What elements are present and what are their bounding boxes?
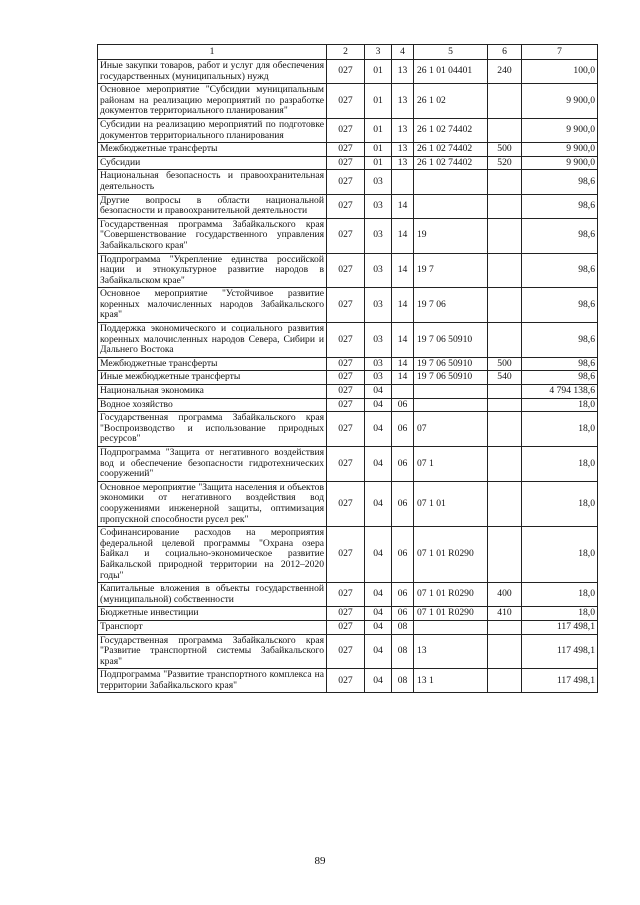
row-section-code: 03	[365, 253, 392, 288]
row-name: Государственная программа Забайкальского края "Совершенствование государственного управления Забайкальского края"	[98, 218, 327, 253]
row-subsection-code: 06	[392, 398, 414, 412]
row-name: Подпрограмма "Развитие транспортного комплекса на территории Забайкальского края"	[98, 669, 327, 693]
row-target-code	[414, 170, 488, 194]
row-ved-code: 027	[327, 527, 365, 583]
row-name: Иные закупки товаров, работ и услуг для обеспечения государственных (муниципальных) нужд	[98, 60, 327, 84]
row-expense-type-code	[488, 620, 522, 634]
header-col-7: 7	[522, 45, 598, 60]
row-ved-code: 027	[327, 253, 365, 288]
table-row	[98, 527, 598, 583]
row-subsection-code: 13	[392, 84, 414, 119]
row-target-code: 07 1	[414, 447, 488, 482]
row-target-code: 26 1 02 74402	[414, 143, 488, 157]
row-ved-code: 027	[327, 385, 365, 399]
header-col-6: 6	[488, 45, 522, 60]
row-expense-type-code: 500	[488, 143, 522, 157]
row-section-code: 01	[365, 118, 392, 142]
table-header-row	[98, 45, 598, 60]
row-amount: 98,6	[522, 218, 598, 253]
row-ved-code: 027	[327, 447, 365, 482]
row-target-code: 19 7	[414, 253, 488, 288]
row-subsection-code	[392, 385, 414, 399]
row-section-code: 04	[365, 447, 392, 482]
header-col-5: 5	[414, 45, 488, 60]
row-ved-code: 027	[327, 323, 365, 358]
table-row	[98, 481, 598, 526]
row-ved-code: 027	[327, 357, 365, 371]
row-target-code: 07	[414, 412, 488, 447]
row-subsection-code: 14	[392, 194, 414, 218]
row-ved-code: 027	[327, 412, 365, 447]
row-section-code: 04	[365, 398, 392, 412]
row-target-code	[414, 620, 488, 634]
budget-table	[97, 44, 598, 693]
row-ved-code: 027	[327, 634, 365, 669]
table-row	[98, 143, 598, 157]
row-expense-type-code	[488, 118, 522, 142]
row-expense-type-code: 520	[488, 156, 522, 170]
row-section-code: 03	[365, 323, 392, 358]
row-subsection-code: 06	[392, 527, 414, 583]
row-amount: 117 498,1	[522, 634, 598, 669]
row-target-code: 19 7 06 50910	[414, 371, 488, 385]
row-subsection-code: 14	[392, 288, 414, 323]
row-amount: 117 498,1	[522, 620, 598, 634]
table-row	[98, 323, 598, 358]
row-name: Основное мероприятие "Субсидии муниципальным районам на реализацию мероприятий по разработке документов территориального планирования"	[98, 84, 327, 119]
row-target-code: 13	[414, 634, 488, 669]
row-ved-code: 027	[327, 218, 365, 253]
row-expense-type-code	[488, 398, 522, 412]
row-section-code: 04	[365, 634, 392, 669]
row-ved-code: 027	[327, 118, 365, 142]
row-section-code: 04	[365, 607, 392, 621]
row-section-code: 03	[365, 288, 392, 323]
row-subsection-code: 08	[392, 620, 414, 634]
table-row	[98, 412, 598, 447]
row-name: Межбюджетные трансферты	[98, 357, 327, 371]
row-amount: 117 498,1	[522, 669, 598, 693]
row-amount: 18,0	[522, 607, 598, 621]
row-amount: 9 900,0	[522, 84, 598, 119]
row-section-code: 01	[365, 60, 392, 84]
row-amount: 4 794 138,6	[522, 385, 598, 399]
table-row	[98, 288, 598, 323]
row-amount: 9 900,0	[522, 143, 598, 157]
row-expense-type-code	[488, 323, 522, 358]
page-number: 89	[314, 855, 326, 867]
row-name: Софинансирование расходов на мероприятия федеральной целевой программы "Охрана озера Байкал и социально-экономическое развитие Байкальской природной территории на 2012–2020 годы"	[98, 527, 327, 583]
row-target-code: 26 1 01 04401	[414, 60, 488, 84]
row-target-code: 07 1 01 R0290	[414, 527, 488, 583]
row-amount: 18,0	[522, 481, 598, 526]
row-amount: 18,0	[522, 412, 598, 447]
row-subsection-code	[392, 170, 414, 194]
table-row	[98, 194, 598, 218]
row-expense-type-code	[488, 84, 522, 119]
row-section-code: 03	[365, 194, 392, 218]
row-section-code: 03	[365, 218, 392, 253]
row-name: Водное хозяйство	[98, 398, 327, 412]
row-section-code: 04	[365, 385, 392, 399]
table-row	[98, 357, 598, 371]
row-expense-type-code	[488, 218, 522, 253]
row-amount: 100,0	[522, 60, 598, 84]
row-expense-type-code: 500	[488, 357, 522, 371]
row-subsection-code: 13	[392, 60, 414, 84]
row-amount: 18,0	[522, 527, 598, 583]
row-section-code: 04	[365, 481, 392, 526]
row-amount: 98,6	[522, 288, 598, 323]
row-target-code: 13 1	[414, 669, 488, 693]
row-ved-code: 027	[327, 371, 365, 385]
row-name: Государственная программа Забайкальского края "Развитие транспортной системы Забайкальского края"	[98, 634, 327, 669]
row-name: Иные межбюджетные трансферты	[98, 371, 327, 385]
table-row	[98, 84, 598, 119]
table-row	[98, 607, 598, 621]
table-row	[98, 669, 598, 693]
row-amount: 98,6	[522, 371, 598, 385]
row-expense-type-code	[488, 170, 522, 194]
row-subsection-code: 13	[392, 143, 414, 157]
row-expense-type-code	[488, 194, 522, 218]
header-col-2: 2	[327, 45, 365, 60]
row-name: Государственная программа Забайкальского края "Воспроизводство и использование природных ресурсов"	[98, 412, 327, 447]
row-target-code	[414, 398, 488, 412]
row-name: Подпрограмма "Защита от негативного воздействия вод и обеспечение безопасности гидротехнических сооружений"	[98, 447, 327, 482]
row-name: Национальная безопасность и правоохранительная деятельность	[98, 170, 327, 194]
row-name: Подпрограмма "Укрепление единства российской нации и этнокультурное развитие народов в Забайкальском крае"	[98, 253, 327, 288]
table-row	[98, 398, 598, 412]
row-expense-type-code	[488, 481, 522, 526]
row-name: Бюджетные инвестиции	[98, 607, 327, 621]
row-section-code: 04	[365, 620, 392, 634]
row-subsection-code: 13	[392, 118, 414, 142]
row-name: Основное мероприятие "Устойчивое развитие коренных малочисленных народов Забайкальского края"	[98, 288, 327, 323]
row-name: Национальная экономика	[98, 385, 327, 399]
row-target-code: 19	[414, 218, 488, 253]
row-subsection-code: 14	[392, 371, 414, 385]
row-target-code: 19 7 06 50910	[414, 323, 488, 358]
row-subsection-code: 14	[392, 218, 414, 253]
row-subsection-code: 14	[392, 253, 414, 288]
row-ved-code: 027	[327, 170, 365, 194]
row-target-code: 07 1 01	[414, 481, 488, 526]
row-target-code: 26 1 02	[414, 84, 488, 119]
row-ved-code: 027	[327, 669, 365, 693]
row-section-code: 03	[365, 170, 392, 194]
row-name: Межбюджетные трансферты	[98, 143, 327, 157]
row-amount: 98,6	[522, 194, 598, 218]
row-section-code: 01	[365, 84, 392, 119]
row-name: Другие вопросы в области национальной безопасности и правоохранительной деятельности	[98, 194, 327, 218]
table-row	[98, 253, 598, 288]
row-ved-code: 027	[327, 84, 365, 119]
row-section-code: 04	[365, 412, 392, 447]
row-subsection-code: 06	[392, 607, 414, 621]
row-ved-code: 027	[327, 481, 365, 526]
row-expense-type-code: 240	[488, 60, 522, 84]
row-ved-code: 027	[327, 60, 365, 84]
row-subsection-code: 14	[392, 357, 414, 371]
table-row	[98, 583, 598, 607]
table-row	[98, 170, 598, 194]
row-amount: 18,0	[522, 583, 598, 607]
row-amount: 98,6	[522, 253, 598, 288]
row-expense-type-code	[488, 288, 522, 323]
row-amount: 98,6	[522, 323, 598, 358]
row-ved-code: 027	[327, 583, 365, 607]
row-amount: 18,0	[522, 398, 598, 412]
row-expense-type-code	[488, 412, 522, 447]
row-subsection-code: 13	[392, 156, 414, 170]
table-row	[98, 620, 598, 634]
table-row	[98, 447, 598, 482]
row-section-code: 04	[365, 669, 392, 693]
row-name: Поддержка экономического и социального развития коренных малочисленных народов Севера, Сибири и Дальнего Востока	[98, 323, 327, 358]
table-row	[98, 371, 598, 385]
header-col-3: 3	[365, 45, 392, 60]
row-amount: 98,6	[522, 357, 598, 371]
row-subsection-code: 08	[392, 634, 414, 669]
row-expense-type-code	[488, 634, 522, 669]
row-expense-type-code	[488, 447, 522, 482]
table-row	[98, 60, 598, 84]
row-name: Капитальные вложения в объекты государственной (муниципальной) собственности	[98, 583, 327, 607]
row-expense-type-code: 410	[488, 607, 522, 621]
header-col-4: 4	[392, 45, 414, 60]
row-subsection-code: 08	[392, 669, 414, 693]
row-subsection-code: 06	[392, 481, 414, 526]
row-target-code: 07 1 01 R0290	[414, 583, 488, 607]
row-section-code: 03	[365, 371, 392, 385]
row-section-code: 03	[365, 357, 392, 371]
row-ved-code: 027	[327, 143, 365, 157]
row-subsection-code: 14	[392, 323, 414, 358]
row-ved-code: 027	[327, 620, 365, 634]
row-section-code: 04	[365, 583, 392, 607]
row-section-code: 01	[365, 143, 392, 157]
row-name: Основное мероприятие "Защита населения и объектов экономики от негативного воздействия вод сооружениями инженерной защиты, оптимизация пропускной способности русел рек"	[98, 481, 327, 526]
row-ved-code: 027	[327, 398, 365, 412]
row-name: Субсидии	[98, 156, 327, 170]
row-expense-type-code	[488, 385, 522, 399]
row-section-code: 04	[365, 527, 392, 583]
row-target-code	[414, 194, 488, 218]
row-name: Транспорт	[98, 620, 327, 634]
row-expense-type-code: 540	[488, 371, 522, 385]
row-target-code	[414, 385, 488, 399]
row-target-code: 26 1 02 74402	[414, 156, 488, 170]
row-target-code: 26 1 02 74402	[414, 118, 488, 142]
row-subsection-code: 06	[392, 447, 414, 482]
row-ved-code: 027	[327, 156, 365, 170]
row-ved-code: 027	[327, 607, 365, 621]
row-subsection-code: 06	[392, 412, 414, 447]
row-expense-type-code	[488, 253, 522, 288]
row-subsection-code: 06	[392, 583, 414, 607]
row-expense-type-code	[488, 527, 522, 583]
row-section-code: 01	[365, 156, 392, 170]
table-row	[98, 634, 598, 669]
row-target-code: 07 1 01 R0290	[414, 607, 488, 621]
header-col-1: 1	[98, 45, 327, 60]
row-ved-code: 027	[327, 194, 365, 218]
row-expense-type-code: 400	[488, 583, 522, 607]
table-body	[98, 60, 598, 693]
table-row	[98, 156, 598, 170]
row-amount: 98,6	[522, 170, 598, 194]
row-amount: 9 900,0	[522, 118, 598, 142]
row-target-code: 19 7 06 50910	[414, 357, 488, 371]
row-name: Субсидии на реализацию мероприятий по подготовке документов территориального планирования	[98, 118, 327, 142]
row-amount: 18,0	[522, 447, 598, 482]
row-target-code: 19 7 06	[414, 288, 488, 323]
row-expense-type-code	[488, 669, 522, 693]
row-amount: 9 900,0	[522, 156, 598, 170]
table-row	[98, 118, 598, 142]
table-row	[98, 218, 598, 253]
row-ved-code: 027	[327, 288, 365, 323]
table-row	[98, 385, 598, 399]
